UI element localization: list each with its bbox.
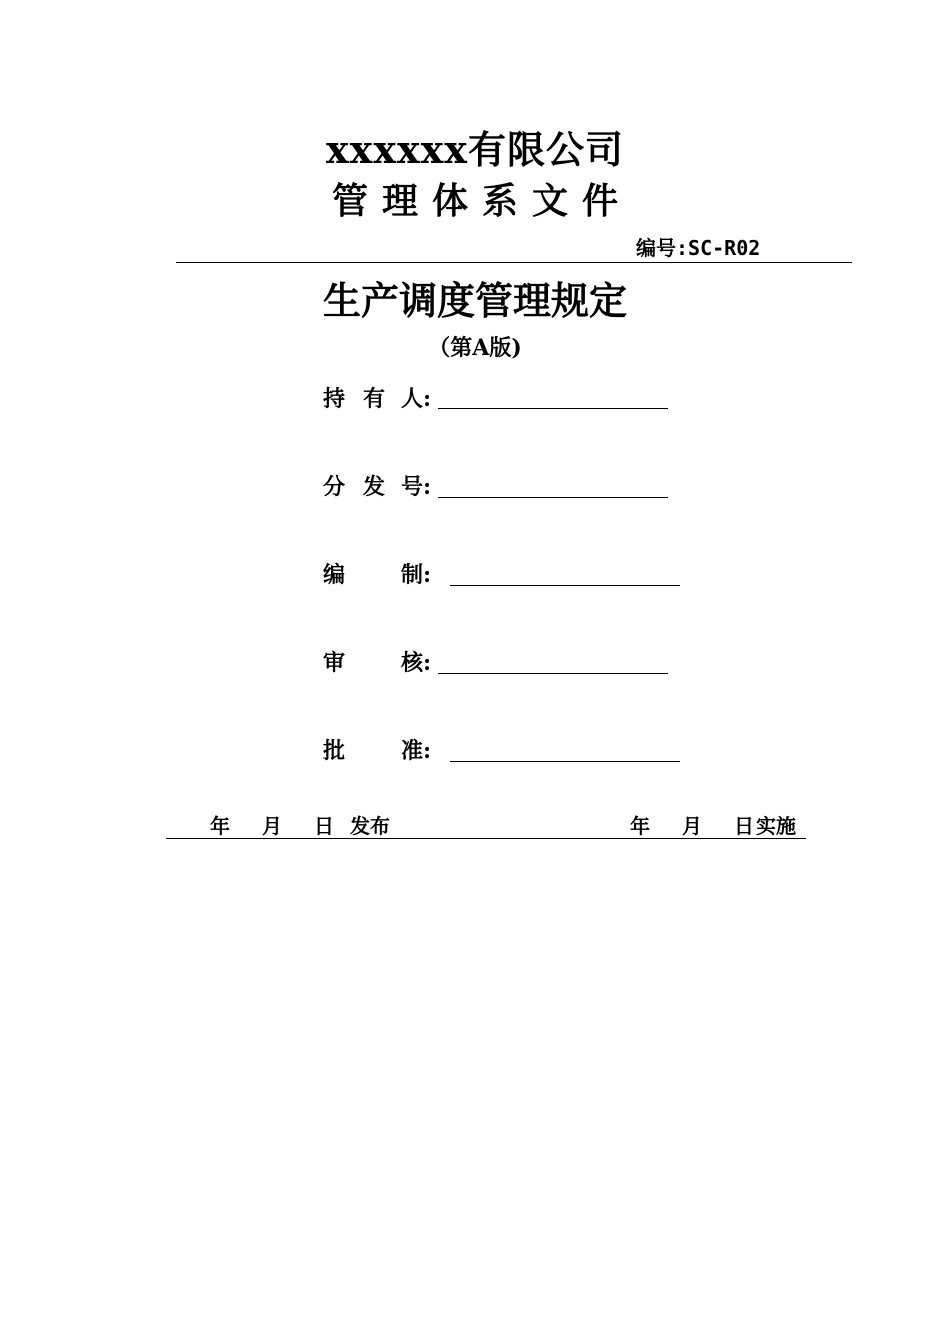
- edition-label: （第A版): [428, 335, 522, 361]
- prepared-by-field[interactable]: [450, 585, 680, 586]
- document-system-title: 管理体系文件: [331, 180, 632, 222]
- effective-label: 实施: [756, 814, 796, 838]
- effective-year-label: 年: [630, 814, 650, 838]
- doc-number: 编号:SC-R02: [636, 236, 761, 260]
- distribution-number-field[interactable]: [438, 497, 668, 498]
- effective-month-label: 月: [682, 814, 702, 838]
- document-title: 生产调度管理规定: [322, 278, 627, 323]
- holder-field[interactable]: [438, 408, 668, 409]
- holder-label: 持 有 人:: [323, 386, 432, 412]
- distribution-number-label: 分 发 号:: [323, 474, 432, 500]
- dates-row: [166, 812, 806, 840]
- effective-day-label: 日: [734, 814, 754, 838]
- publish-month-label: 月: [262, 814, 282, 838]
- publish-label: 发布: [350, 814, 390, 838]
- approved-by-field[interactable]: [450, 761, 680, 762]
- doc-number-row: [176, 232, 852, 263]
- reviewed-by-field[interactable]: [438, 673, 668, 674]
- company-name: xxxxxx有限公司: [326, 127, 624, 172]
- approved-by-label: 批 准:: [323, 738, 432, 764]
- reviewed-by-label: 审 核:: [323, 650, 432, 676]
- prepared-by-label: 编 制:: [323, 562, 432, 588]
- publish-year-label: 年: [210, 814, 230, 838]
- publish-day-label: 日: [314, 814, 334, 838]
